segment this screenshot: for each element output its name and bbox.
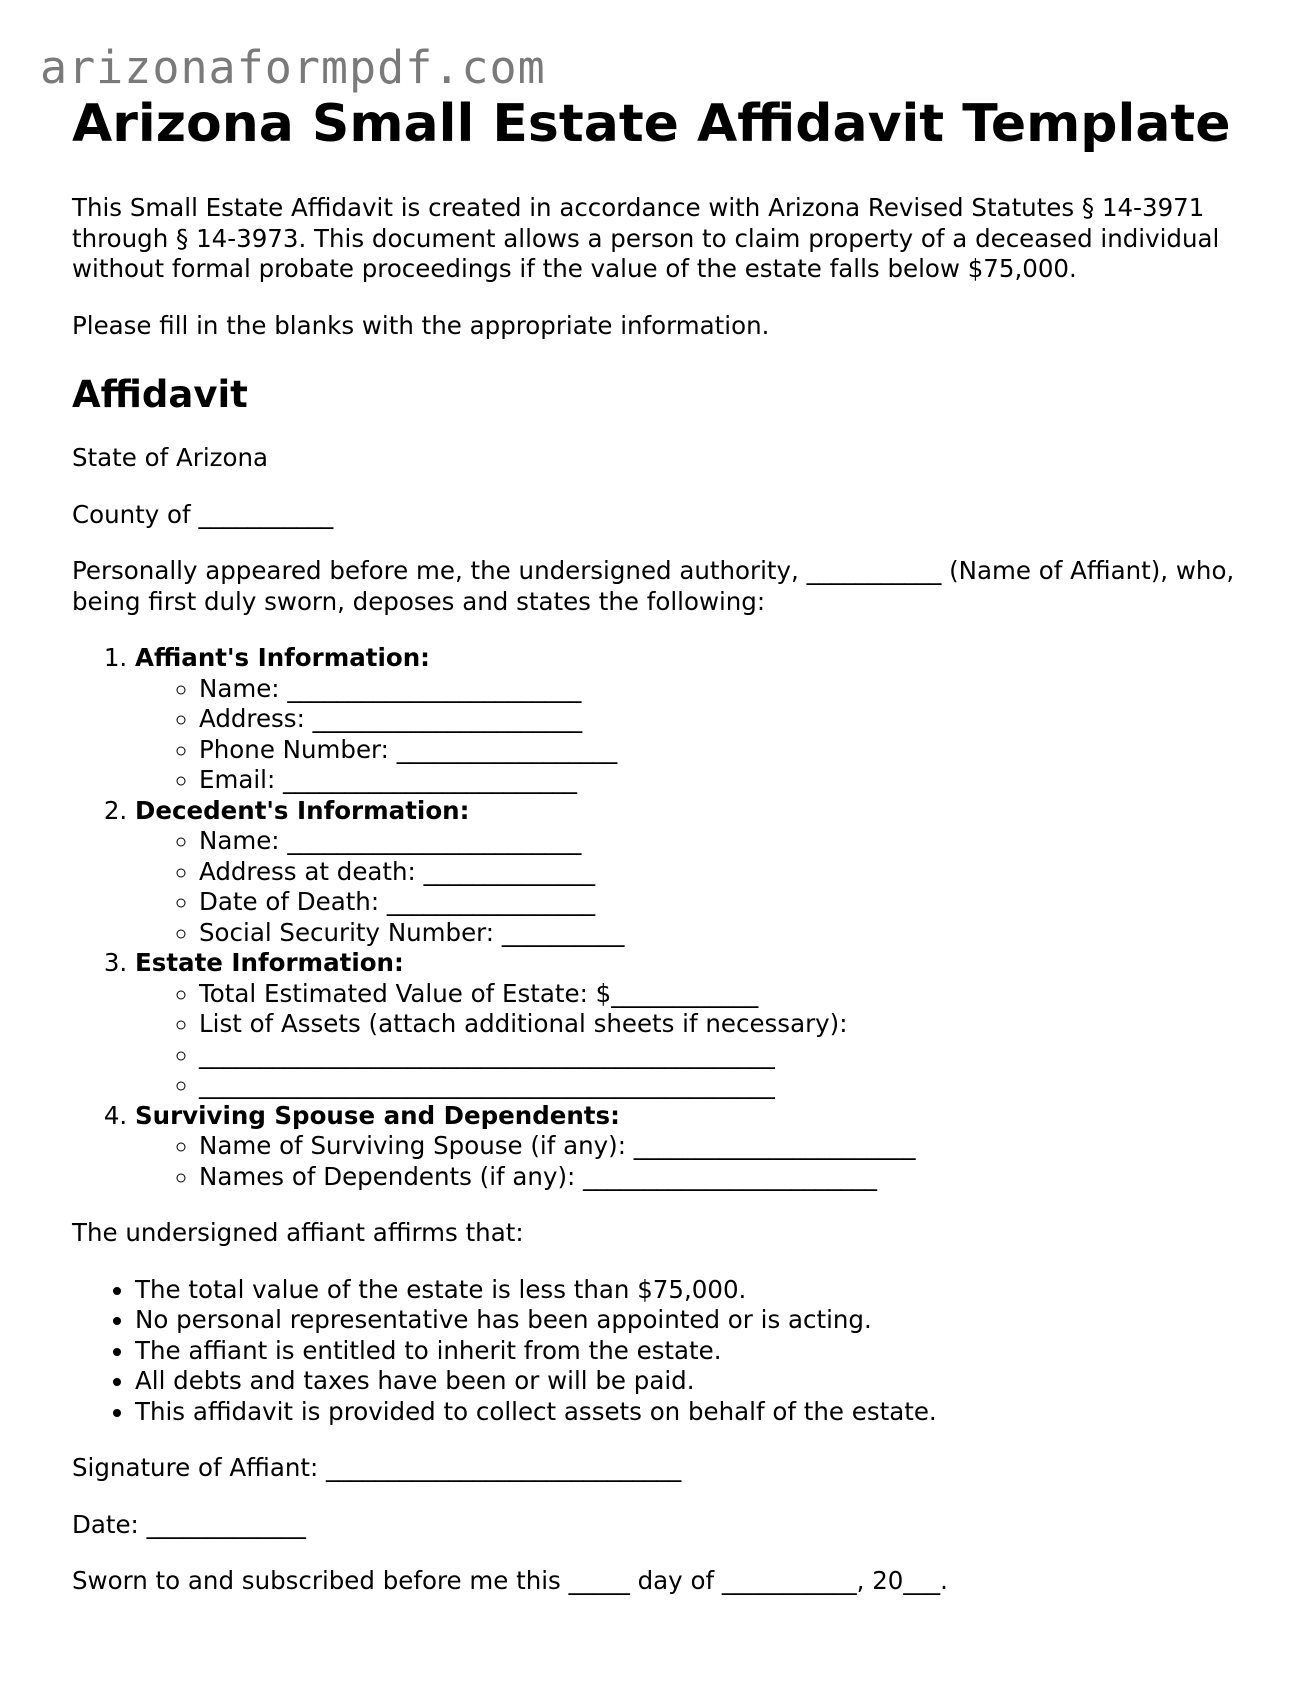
field-decedent-address: ◦ Address at death: ______________ — [199, 857, 1252, 888]
site-watermark: arizonaformpdf.com — [40, 41, 546, 94]
affirmation-list — [72, 1275, 1252, 1428]
field-ssn: ◦ Social Security Number: __________ — [199, 918, 1252, 949]
instruction-paragraph: Please fill in the blanks with the appropriate information. — [72, 310, 770, 340]
document-title: Arizona Small Estate Affidavit Template — [72, 94, 1231, 154]
affirmation-item: • No personal representative has been appointed or is acting. — [135, 1305, 1252, 1336]
field-asset-line: ◦ _______________________________________________ — [199, 1070, 1252, 1101]
field-estate-value: ◦ Total Estimated Value of Estate: $____________ — [199, 979, 1252, 1010]
affirmation-item: • The affiant is entitled to inherit from the estate. — [135, 1336, 1252, 1367]
section-heading: Decedent's Information: — [135, 795, 470, 825]
section-spouse-dependents — [135, 1101, 1252, 1193]
county-line: County of ___________ — [72, 499, 334, 529]
affidavit-heading: Affidavit — [72, 373, 248, 416]
affirmation-item: • All debts and taxes have been or will be paid. — [135, 1366, 1252, 1397]
information-sections — [72, 643, 1252, 1192]
affirmation-item: • This affidavit is provided to collect assets on behalf of the estate. — [135, 1397, 1252, 1428]
field-date-of-death: ◦ Date of Death: _________________ — [199, 887, 1252, 918]
signature-line: Signature of Affiant: _____________________________ — [72, 1453, 682, 1482]
field-asset-line: ◦ _______________________________________________ — [199, 1040, 1252, 1071]
section-decedent-info — [135, 796, 1252, 949]
intro-paragraph: This Small Estate Affidavit is created in accordance with Arizona Revised Statutes § 14-3971 through § 14-3973. This document allows a person to claim property of a deceased individual without formal probate proceedings if the value of the estate falls below $75,000. — [72, 193, 1220, 283]
field-spouse-name: ◦ Name of Surviving Spouse (if any): _______________________ — [199, 1131, 1252, 1162]
document-body — [72, 88, 1252, 1623]
field-affiant-phone: ◦ Phone Number: __________________ — [199, 735, 1252, 766]
section-heading: Surviving Spouse and Dependents: — [135, 1100, 620, 1130]
section-estate-info — [135, 948, 1252, 1101]
section-heading: Estate Information: — [135, 948, 404, 977]
field-decedent-name: ◦ Name: ________________________ — [199, 826, 1252, 857]
field-list — [135, 979, 1252, 1101]
affirmation-item: • The total value of the estate is less than $75,000. — [135, 1275, 1252, 1306]
field-affiant-email: ◦ Email: ________________________ — [199, 765, 1252, 796]
field-asset-list-label: ◦ List of Assets (attach additional sheets if necessary): — [199, 1009, 1252, 1040]
section-affiant-info — [135, 643, 1252, 796]
field-dependents-names: ◦ Names of Dependents (if any): ________________________ — [199, 1162, 1252, 1193]
section-heading: Affiant's Information: — [135, 643, 430, 672]
field-affiant-name: ◦ Name: ________________________ — [199, 674, 1252, 705]
state-line: State of Arizona — [72, 443, 269, 472]
affirm-intro: The undersigned affiant affirms that: — [72, 1218, 524, 1247]
field-list — [135, 826, 1252, 948]
date-line: Date: _____________ — [72, 1509, 306, 1539]
field-affiant-address: ◦ Address: ______________________ — [199, 704, 1252, 735]
appearance-paragraph: Personally appeared before me, the undersigned authority, ___________ (Name of Affiant), who, being first duly sworn, deposes and states the following: — [72, 556, 1235, 616]
field-list — [135, 1131, 1252, 1192]
sworn-line: Sworn to and subscribed before me this _____ day of ___________, 20___. — [72, 1566, 948, 1595]
field-list — [135, 674, 1252, 796]
